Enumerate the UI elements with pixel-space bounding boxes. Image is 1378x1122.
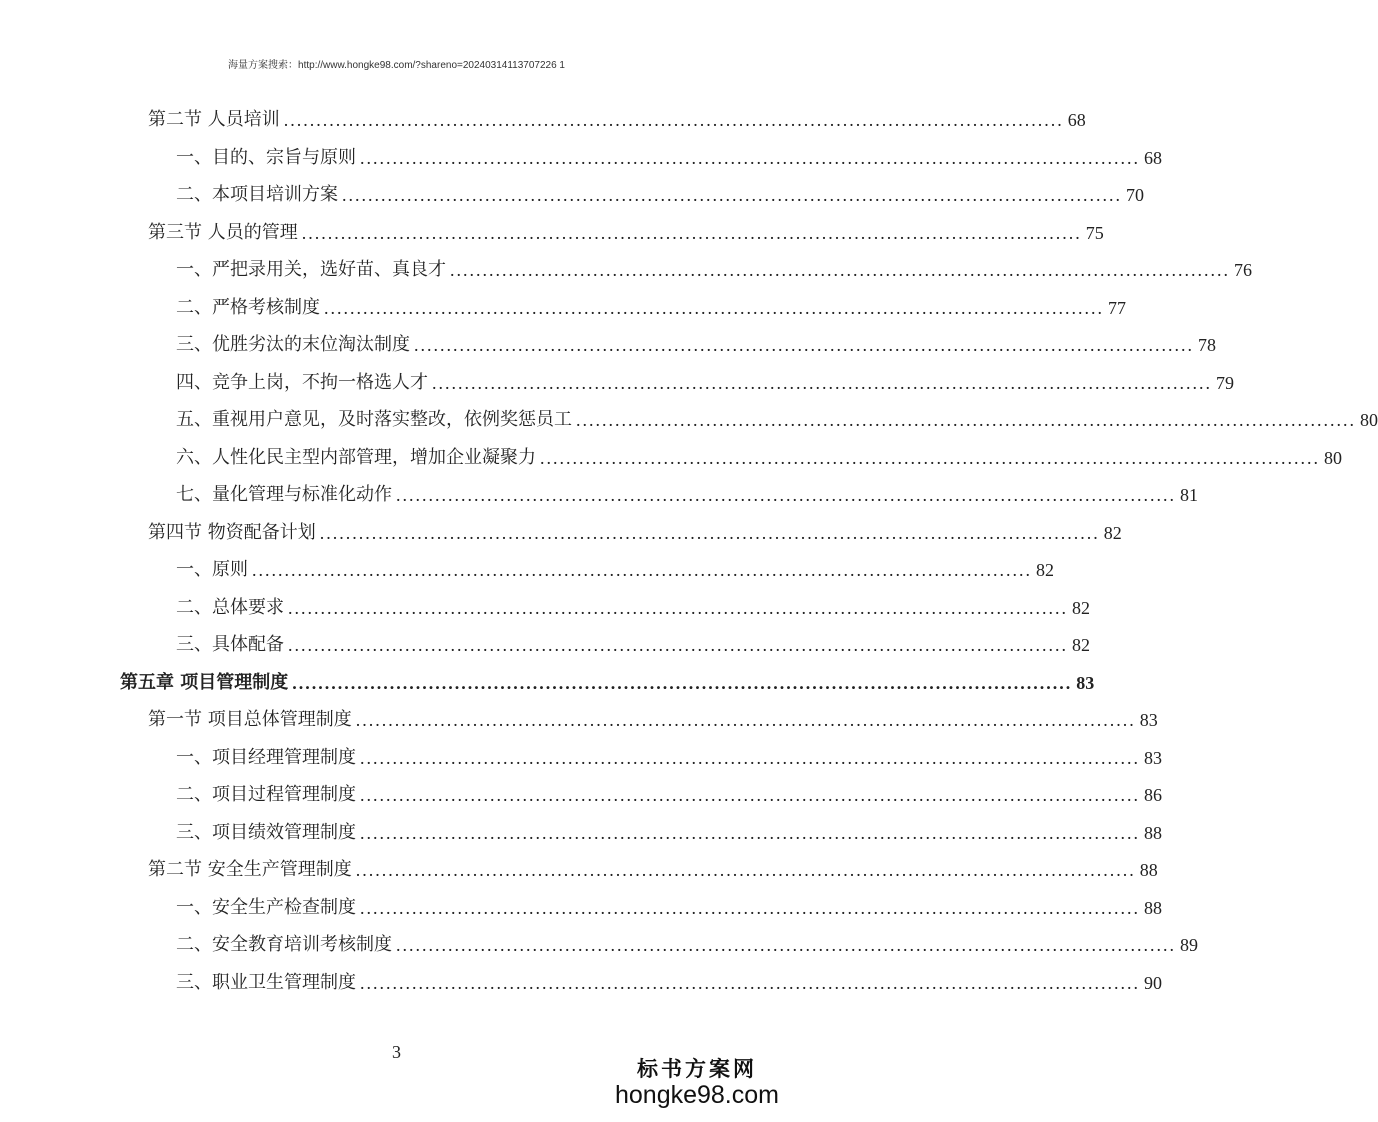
toc-leader-dots: ........................................................................................................................: [360, 785, 1140, 805]
toc-entry-label: 二、严格考核制度: [176, 296, 320, 318]
toc-entry[interactable]: [176, 140, 1162, 176]
toc-entry-page: 78: [1198, 335, 1216, 355]
toc-leader-dots: ........................................................................................................................: [360, 822, 1140, 843]
toc-entry[interactable]: [176, 402, 1378, 438]
toc-entry-label: 一、项目经理管理制度: [176, 746, 356, 768]
toc-entry[interactable]: [148, 515, 1122, 551]
toc-entry[interactable]: [176, 740, 1162, 776]
toc-entry[interactable]: [176, 627, 1090, 663]
toc-leader-dots: ........................................................................................................................: [396, 935, 1176, 955]
toc-entry-page: 82: [1072, 597, 1090, 618]
brand-name: 标书方案网: [636, 1056, 757, 1081]
toc-entry-page: 80: [1360, 410, 1378, 430]
toc-entry-label: 一、原则: [176, 559, 248, 580]
toc-entry-label: 六、人性化民主型内部管理，增加企业凝聚力: [176, 446, 536, 468]
toc-entry-page: 88: [1144, 822, 1162, 843]
toc-entry-page: 68: [1144, 147, 1162, 168]
toc-entry-page: 68: [1067, 110, 1086, 130]
toc-entry[interactable]: [176, 477, 1198, 513]
toc-entry[interactable]: [176, 440, 1342, 476]
toc-entry-page: 82: [1072, 635, 1090, 655]
toc-entry[interactable]: [176, 365, 1234, 401]
toc-entry-label: 二、总体要求: [176, 596, 284, 618]
toc-entry[interactable]: [148, 102, 1086, 138]
toc-leader-dots: ........................................................................................................................: [288, 635, 1068, 655]
toc-leader-dots: ........................................................................................................................: [283, 110, 1064, 130]
toc-leader-dots: ........................................................................................................................: [576, 410, 1356, 430]
toc-leader-dots: ........................................................................................................................: [360, 897, 1140, 918]
toc-entry-label: 一、安全生产检查制度: [176, 896, 356, 918]
toc-entry[interactable]: [176, 927, 1198, 963]
toc-entry-page: 81: [1180, 485, 1198, 505]
toc-entry-label: 三、优胜劣汰的末位淘汰制度: [176, 334, 410, 355]
toc-entry-page: 82: [1103, 522, 1122, 543]
toc-entry-page: 89: [1180, 935, 1198, 955]
toc-entry-label: 第五章 项目管理制度: [120, 671, 289, 693]
toc-leader-dots: ........................................................................................................................: [360, 972, 1140, 993]
toc-entry-label: 二、项目过程管理制度: [176, 784, 356, 805]
toc-leader-dots: ........................................................................................................................: [414, 335, 1194, 355]
toc-entry-label: 五、重视用户意见，及时落实整改，依例奖惩员工: [176, 409, 572, 430]
toc-entry[interactable]: [176, 590, 1090, 626]
toc-entry[interactable]: [176, 815, 1162, 851]
page-number: 3: [392, 1042, 401, 1062]
brand-url: hongke98.com: [614, 1081, 779, 1109]
toc-entry[interactable]: [148, 215, 1104, 251]
toc-entry[interactable]: [148, 702, 1158, 738]
toc-entry-label: 四、竞争上岗，不拘一格选人才: [176, 371, 428, 393]
toc-entry[interactable]: [176, 777, 1162, 813]
toc-entry[interactable]: [176, 552, 1054, 588]
toc-entry-page: 77: [1108, 297, 1126, 318]
toc-entry[interactable]: [176, 290, 1126, 326]
toc-entry-page: 90: [1144, 972, 1162, 993]
toc-leader-dots: ........................................................................................................................: [450, 260, 1230, 280]
toc-entry[interactable]: [176, 177, 1144, 213]
toc-entry-page: 88: [1139, 860, 1158, 880]
toc-entry-label: 二、安全教育培训考核制度: [176, 934, 392, 955]
toc-entry-label: 第二节 安全生产管理制度: [148, 859, 352, 880]
toc-entry[interactable]: [176, 327, 1216, 363]
toc-entry-label: 第三节 人员的管理: [148, 221, 298, 243]
toc-leader-dots: ........................................................................................................................: [432, 372, 1212, 393]
toc-leader-dots: ........................................................................................................................: [540, 447, 1320, 468]
toc-entry-page: 83: [1139, 710, 1158, 730]
toc-leader-dots: ........................................................................................................................: [360, 747, 1140, 768]
toc-entry[interactable]: [176, 965, 1162, 1001]
toc-entry-label: 第二节 人员培训: [148, 109, 280, 130]
toc-leader-dots: ........................................................................................................................: [301, 222, 1082, 243]
brand-watermark: [615, 1053, 779, 1110]
toc-leader-dots: ........................................................................................................................: [319, 522, 1100, 543]
toc-entry-label: 第四节 物资配备计划: [148, 521, 316, 543]
toc-leader-dots: ........................................................................................................................: [288, 597, 1068, 618]
toc-entry[interactable]: [148, 852, 1158, 888]
toc-entry-label: 第一节 项目总体管理制度: [148, 709, 352, 730]
toc-entry-page: 80: [1324, 447, 1342, 468]
toc-entry-label: 三、具体配备: [176, 634, 284, 655]
toc-entry-page: 83: [1076, 672, 1095, 693]
toc-entry-label: 二、本项目培训方案: [176, 184, 338, 205]
toc-entry-label: 一、严把录用关，选好苗、真良才: [176, 259, 446, 280]
toc-leader-dots: ........................................................................................................................: [324, 297, 1104, 318]
toc-entry-label: 七、量化管理与标准化动作: [176, 484, 392, 505]
toc-leader-dots: ........................................................................................................................: [355, 710, 1136, 730]
toc-entry-label: 三、职业卫生管理制度: [176, 971, 356, 993]
toc-entry[interactable]: [176, 890, 1162, 926]
toc-leader-dots: ........................................................................................................................: [252, 560, 1032, 580]
toc-entry-page: 82: [1036, 560, 1054, 580]
toc-entry[interactable]: [120, 665, 1095, 701]
toc-entry-page: 88: [1144, 897, 1162, 918]
toc-entry-page: 83: [1144, 747, 1162, 768]
toc-entry[interactable]: [176, 252, 1252, 288]
toc-entry-page: 79: [1216, 372, 1234, 393]
toc-entry-page: 75: [1085, 222, 1104, 243]
toc-leader-dots: ........................................................................................................................: [355, 860, 1136, 880]
toc-entry-page: 76: [1234, 260, 1252, 280]
toc-entry-label: 三、项目绩效管理制度: [176, 821, 356, 843]
toc-entry-page: 70: [1126, 185, 1144, 205]
page-header-search-link[interactable]: 海量方案搜索：http://www.hongke98.com/?shareno=20240314113707226 1: [228, 60, 565, 71]
toc-leader-dots: ........................................................................................................................: [342, 185, 1122, 205]
toc-leader-dots: ........................................................................................................................: [360, 147, 1140, 168]
toc-leader-dots: ........................................................................................................................: [396, 485, 1176, 505]
toc-leader-dots: ........................................................................................................................: [292, 672, 1073, 693]
toc-entry-page: 86: [1144, 785, 1162, 805]
toc-entry-label: 一、目的、宗旨与原则: [176, 146, 356, 168]
